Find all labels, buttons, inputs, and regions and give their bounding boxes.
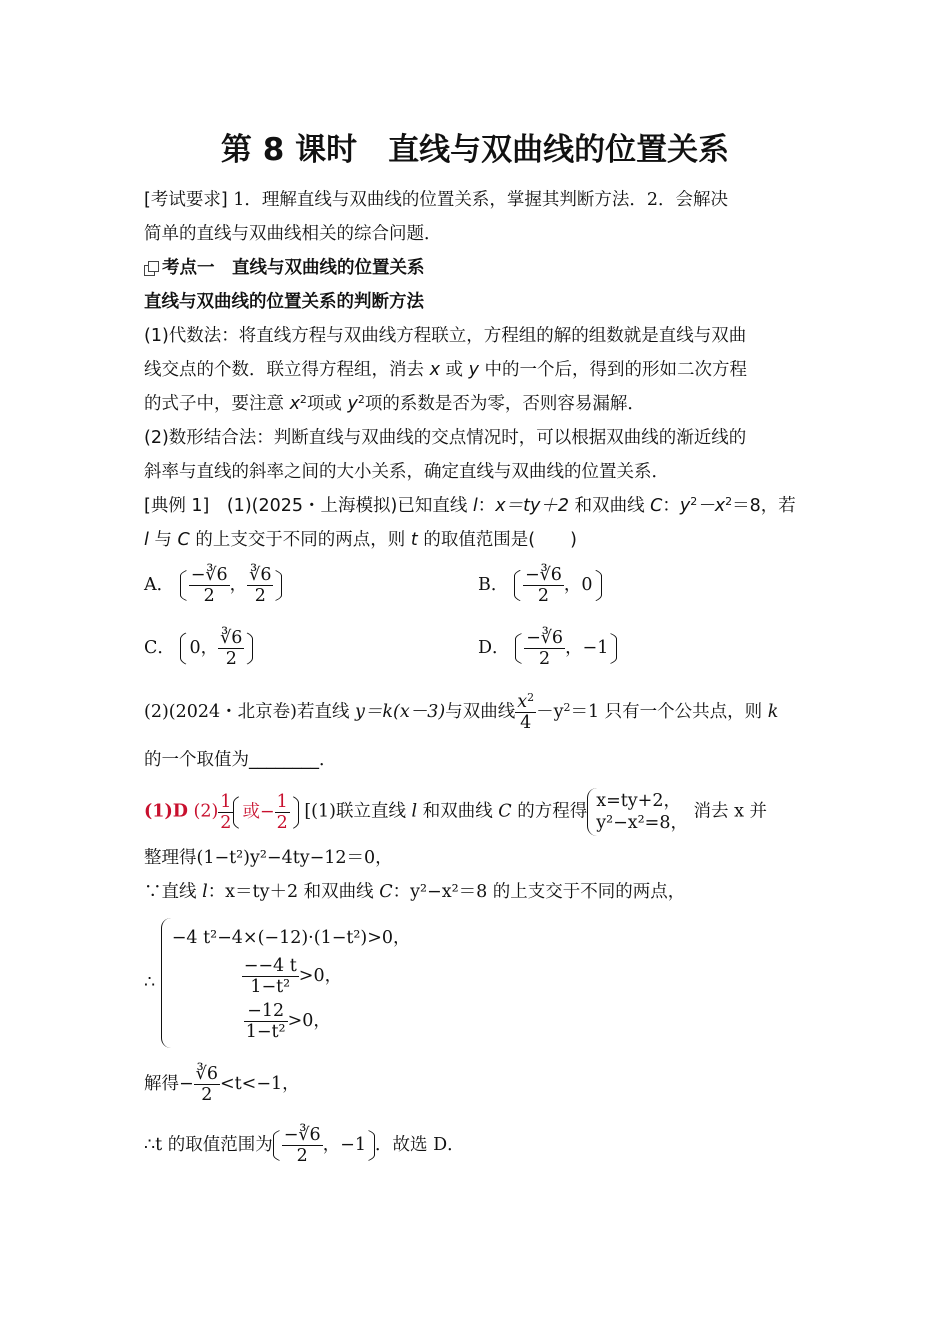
denominator: 2	[225, 649, 237, 669]
section-icon	[144, 261, 158, 275]
denominator: 2	[539, 649, 551, 669]
denominator: 2	[296, 1146, 308, 1166]
condition-system	[144, 918, 411, 1048]
numerator: ∛6	[220, 628, 243, 648]
interval	[273, 1124, 375, 1167]
text: 线交点的个数．联立得方程组，消去	[144, 360, 430, 380]
var-C: C	[650, 496, 663, 516]
example-line-2	[144, 528, 577, 552]
system-eq-1: x=ty+2，	[596, 791, 681, 811]
equation: －x	[697, 496, 726, 516]
fraction	[244, 1001, 288, 1042]
interval	[514, 564, 602, 607]
text: >0，	[287, 1011, 331, 1031]
text: ，−1	[322, 1135, 366, 1155]
text: <t<−1，	[219, 1074, 300, 1094]
var-C: C	[498, 801, 512, 822]
var-x: x	[429, 360, 440, 380]
solution-line-2	[144, 880, 685, 904]
option-a[interactable]	[144, 564, 282, 607]
var-l: l	[411, 801, 418, 822]
numerator: ∛6	[249, 565, 272, 585]
text: ＝8，若	[732, 496, 796, 516]
method2-line-1: (2)数形结合法：判断直线与双曲线的交点情况时，可以根据双曲线的渐近线的	[144, 428, 747, 448]
text: ＝1 只有一个公共点，则	[570, 702, 768, 722]
fraction	[282, 1125, 323, 1166]
text: 消去 x 并	[693, 801, 768, 822]
text: ：y²−x²＝8 的上支交于不同的两点，	[392, 882, 686, 902]
var-C: C	[379, 882, 393, 902]
comma: ，	[229, 575, 248, 595]
text: (1)(2025・上海模拟)已知直线	[209, 496, 473, 516]
text: 或−	[242, 801, 275, 822]
solution-line-1: 整理得(1−t²)y²−4ty−12＝0，	[144, 848, 393, 868]
denominator: 1−t²	[245, 1022, 286, 1042]
option-c[interactable]	[144, 627, 253, 670]
denominator: 2	[276, 812, 288, 833]
page-title: 第 8 课时 直线与双曲线的位置关系	[220, 132, 730, 168]
exp: 2	[299, 393, 307, 406]
numerator: 1	[276, 791, 288, 812]
denominator: 2	[203, 586, 215, 606]
text: (2)(2024・北京卷)若直线	[144, 702, 356, 722]
text: ：	[662, 496, 680, 516]
numerator: −−4 t	[243, 956, 297, 976]
answer-2: (2)	[193, 801, 219, 822]
text: 0，	[189, 638, 219, 658]
var-l: l	[144, 530, 149, 550]
denominator: 1−t²	[250, 977, 291, 997]
condition-brace	[161, 918, 411, 1048]
option-label: A．	[144, 575, 175, 595]
text: －y	[536, 702, 564, 722]
method-heading: 直线与双曲线的位置关系的判断方法	[144, 292, 424, 312]
fraction	[194, 1064, 220, 1105]
part2-line-2: 的一个取值为________．	[144, 750, 337, 770]
text: ．故选 D．	[375, 1135, 465, 1155]
text: 解得−	[144, 1074, 194, 1094]
method2-line-2: 斜率与直线的斜率之间的大小关系，确定直线与双曲线的位置关系．	[144, 462, 669, 482]
text: >0，	[298, 966, 343, 986]
solution-solve	[144, 1064, 300, 1105]
section-heading	[144, 256, 425, 280]
text: 的方程得	[511, 801, 588, 822]
interval	[180, 564, 283, 607]
exp: 2	[563, 701, 571, 714]
answer-1: (1)D	[144, 801, 188, 822]
requirements-text-1: 1．理解直线与双曲线的位置关系，掌握其判断方法．2．会解决	[233, 190, 729, 210]
numerator: −∛6	[524, 565, 562, 585]
text: 中的一个后，得到的形如二次方程	[478, 360, 747, 380]
option-label: B．	[478, 575, 509, 595]
text: 项的系数是否为零，否则容易漏解．	[364, 394, 645, 414]
numerator	[515, 692, 536, 713]
requirements-line-1	[144, 188, 728, 212]
text: [(1)联立直线	[304, 801, 412, 822]
option-d[interactable]	[478, 627, 617, 670]
part2-line-1	[144, 692, 778, 733]
denominator: 2	[220, 812, 232, 833]
text: 和双曲线	[569, 496, 651, 516]
var-k: k	[767, 702, 779, 722]
numerator: −12	[244, 1001, 288, 1022]
text: ：x＝ty＋2 和双曲线	[207, 882, 380, 902]
text: ，0	[563, 575, 593, 595]
condition-3	[244, 1001, 411, 1042]
var-x: x	[517, 692, 528, 712]
var-t: t	[410, 530, 418, 550]
var-y: y	[347, 394, 358, 414]
numerator: 1	[220, 791, 232, 812]
interval	[180, 627, 253, 670]
text: 与双曲线	[445, 702, 516, 722]
text: 与	[148, 530, 178, 550]
fraction	[218, 792, 233, 833]
therefore-symbol: ∴	[144, 972, 156, 993]
text: ，−1	[565, 638, 609, 658]
var-x: x	[289, 394, 300, 414]
text: 项或	[306, 394, 348, 414]
option-b[interactable]	[478, 564, 602, 607]
var-l: l	[202, 882, 208, 902]
exp: 2	[527, 691, 535, 704]
requirements-line-2: 简单的直线与双曲线相关的综合问题．	[144, 224, 442, 244]
text: 的式子中，要注意	[144, 394, 290, 414]
text: ∴t 的取值范围为	[144, 1135, 273, 1155]
exp: 2	[690, 495, 698, 508]
solution-final	[144, 1124, 465, 1167]
var-l: l	[472, 496, 478, 516]
fraction	[218, 628, 244, 669]
var-C: C	[177, 530, 190, 550]
denominator: 2	[201, 1085, 213, 1105]
method1-line-1: (1)代数法：将直线方程与双曲线方程联立，方程组的解的组数就是直线与双曲	[144, 326, 747, 346]
answer-line	[144, 788, 767, 836]
interval	[515, 627, 617, 670]
text: 的取值范围是( )	[417, 530, 577, 550]
fraction	[242, 956, 299, 997]
denominator: 4	[520, 713, 532, 733]
text: ∵直线	[144, 882, 203, 902]
exp: 2	[357, 393, 365, 406]
text: 的上支交于不同的两点，则	[189, 530, 411, 550]
equation-system	[587, 788, 688, 836]
condition-1: −4 t²−4×(−12)·(1−t²)>0，	[171, 928, 411, 948]
section-heading-text: 考点一 直线与双曲线的位置关系	[162, 258, 425, 278]
fraction	[523, 565, 564, 606]
option-label: C．	[144, 638, 175, 658]
text: 和双曲线	[417, 801, 499, 822]
denominator: 2	[537, 586, 549, 606]
equation: y＝k(x－3)	[355, 702, 446, 722]
fraction	[524, 628, 565, 669]
condition-2	[242, 956, 411, 997]
fraction	[189, 565, 230, 606]
exp: 2	[725, 495, 733, 508]
requirements-tag: [考试要求]	[144, 190, 228, 210]
numerator: −∛6	[526, 628, 564, 648]
numerator: −∛6	[283, 1125, 321, 1145]
example-tag: [典例 1]	[144, 496, 210, 516]
fraction	[275, 792, 290, 833]
text: ：	[477, 496, 496, 516]
text: 或	[439, 360, 469, 380]
fraction	[515, 692, 536, 733]
denominator: 2	[254, 586, 266, 606]
var-y: y	[468, 360, 479, 380]
example-line-1	[144, 494, 796, 518]
method1-line-3	[144, 392, 645, 416]
system-eq-2: y²−x²=8，	[596, 813, 688, 833]
method1-line-2	[144, 358, 747, 382]
equation: x＝ty＋2	[495, 496, 569, 516]
numerator: ∛6	[195, 1064, 218, 1084]
alt-answer	[233, 791, 298, 834]
numerator: −∛6	[190, 565, 228, 585]
fraction	[247, 565, 273, 606]
option-label: D．	[478, 638, 510, 658]
equation: y	[679, 496, 691, 516]
